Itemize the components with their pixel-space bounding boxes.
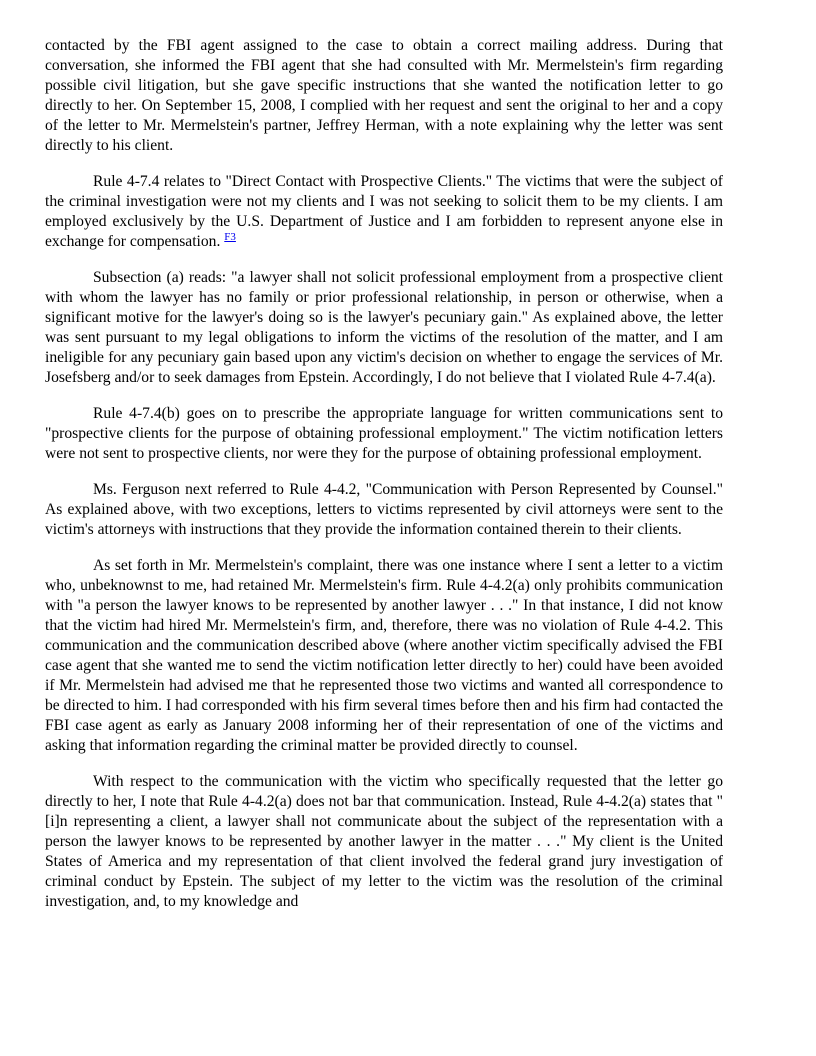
- footnote-link-f3[interactable]: F3: [224, 230, 236, 243]
- document-page: [45, 36, 723, 928]
- paragraph-7: [45, 772, 723, 912]
- paragraph-5: [45, 480, 723, 540]
- paragraph-1-text: contacted by the FBI agent assigned to the case to obtain a correct mailing address. During that conversation, she informed the FBI agent that she had consulted with Mr. Mermelstein's firm regarding possible civil litigation, but she gave specific instructions that she wanted the notification letter to go directly to her. On September 15, 2008, I complied with her request and sent the original to her and a copy of the letter to Mr. Mermelstein's partner, Jeffrey Herman, with a note explaining why the letter was sent directly to his client.: [45, 37, 723, 154]
- paragraph-6: [45, 556, 723, 756]
- paragraph-3-text: Subsection (a) reads: "a lawyer shall not solicit professional employment from a prospective client with whom the lawyer has no family or prior professional relationship, in person or otherwise, when a significant motive for the lawyer's doing so is the lawyer's pecuniary gain." As explained above, the letter was sent pursuant to my legal obligations to inform the victims of the resolution of the matter, and I am ineligible for any pecuniary gain based upon any victim's decision on whether to engage the services of Mr. Josefsberg and/or to seek damages from Epstein. Accordingly, I do not believe that I violated Rule 4-7.4(a).: [45, 269, 723, 386]
- paragraph-1: [45, 36, 723, 156]
- paragraph-4-text: Rule 4-7.4(b) goes on to prescribe the appropriate language for written communications sent to "prospective clients for the purpose of obtaining professional employment." The victim notification letters were not sent to prospective clients, nor were they for the purpose of obtaining professional employment.: [45, 405, 723, 462]
- paragraph-3: [45, 268, 723, 388]
- paragraph-4: [45, 404, 723, 464]
- paragraph-6-text: As set forth in Mr. Mermelstein's complaint, there was one instance where I sent a letter to a victim who, unbeknownst to me, had retained Mr. Mermelstein's firm. Rule 4-4.2(a) only prohibits communication with "a person the lawyer knows to be represented by another lawyer . . ." In that instance, I did not know that the victim had hired Mr. Mermelstein's firm, and, therefore, there was no violation of Rule 4-4.2. This communication and the communication described above (where another victim specifically advised the FBI case agent that she wanted me to send the victim notification letter directly to her) could have been avoided if Mr. Mermelstein had advised me that he represented those two victims and wanted all correspondence to be directed to him. I had corresponded with his firm several times before then and his firm had contacted the FBI case agent as early as January 2008 informing her of their representation of one of the victims and asking that information regarding the criminal matter be provided directly to counsel.: [45, 557, 723, 754]
- paragraph-7-text: With respect to the communication with the victim who specifically requested that the letter go directly to her, I note that Rule 4-4.2(a) does not bar that communication. Instead, Rule 4-4.2(a) states that "[i]n representing a client, a lawyer shall not communicate about the subject of the representation with a person the lawyer knows to be represented by another lawyer in the matter . . ." My client is the United States of America and my representation of that client involved the federal grand jury investigation of criminal conduct by Epstein. The subject of my letter to the victim was the resolution of the criminal investigation, and, to my knowledge and: [45, 773, 723, 910]
- paragraph-2-text: Rule 4-7.4 relates to "Direct Contact with Prospective Clients." The victims that were the subject of the criminal investigation were not my clients and I was not seeking to solicit them to be my clients. I am employed exclusively by the U.S. Department of Justice and I am forbidden to represent anyone else in exchange for compensation.: [45, 173, 723, 250]
- paragraph-5-text: Ms. Ferguson next referred to Rule 4-4.2, "Communication with Person Represented by Counsel." As explained above, with two exceptions, letters to victims represented by civil attorneys were sent to the victim's attorneys with instructions that they provide the information contained therein to their clients.: [45, 481, 723, 538]
- paragraph-2: [45, 172, 723, 252]
